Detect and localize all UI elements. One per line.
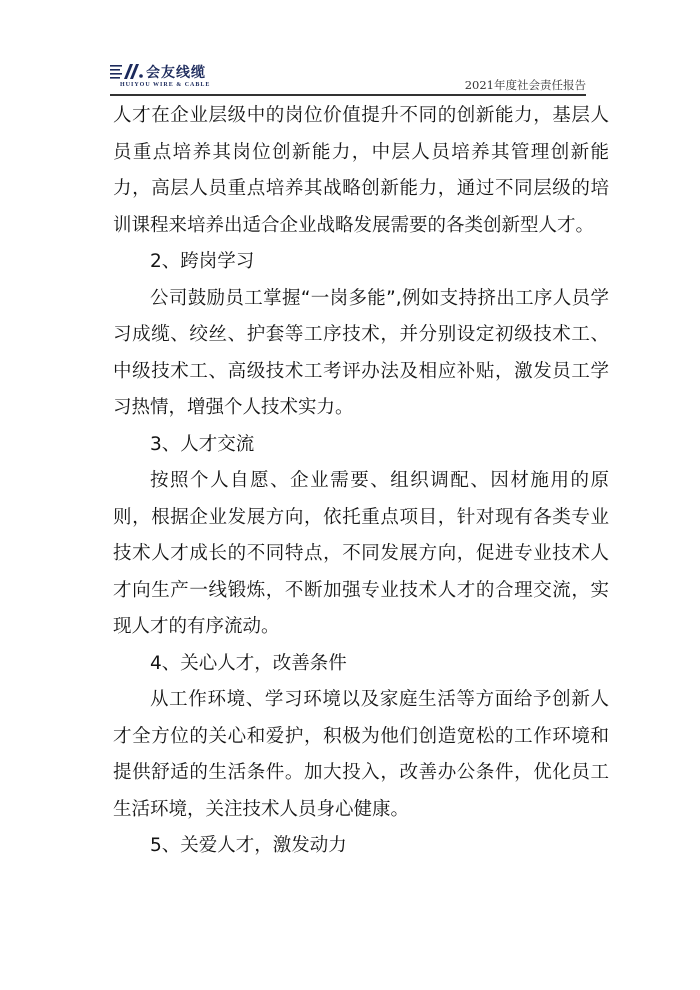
section-heading-cross-post-learning: 2、跨岗学习 bbox=[150, 251, 255, 272]
paragraph-cross-post-learning: 公司鼓励员工掌握“一岗多能”,例如支持挤出工序人员学习成缆、绞丝、护套等工序技术，并分别设定初级技术工、中级技术工、高级技术工考评办法及相应补贴，激发员工学习热情，增强个人技术实力。 bbox=[113, 287, 609, 418]
report-title: 2021年度社会责任报告 bbox=[464, 78, 586, 92]
paragraph-care-conditions: 从工作环境、学习环境以及家庭生活等方面给予创新人才全方位的关心和爱护，积极为他们创造宽松的工作环境和提供舒适的生活条件。加大投入，改善办公条件，优化员工生活环境，关注技术人员身心健康。 bbox=[113, 689, 609, 820]
section-heading-care-motivation: 5、关爱人才，激发动力 bbox=[150, 835, 347, 856]
paragraph-innovation-levels: 人才在企业层级中的岗位价值提升不同的创新能力，基层人员重点培养其岗位创新能力，中层人员培养其管理创新能力，高层人员重点培养其战略创新能力，通过不同层级的培训课程来培养出适合企业战略发展需要的各类创新型人才。 bbox=[113, 105, 609, 236]
logo-english-name: HUIYOU WIRE & CABLE bbox=[120, 82, 211, 88]
section-heading-talent-exchange: 3、人才交流 bbox=[150, 433, 255, 455]
page-header bbox=[110, 56, 586, 96]
logo-chinese-name: 会友线缆 bbox=[146, 65, 206, 81]
header-rule bbox=[110, 94, 586, 96]
section-heading-care-conditions: 4、关心人才，改善条件 bbox=[150, 652, 347, 674]
company-logo bbox=[110, 58, 270, 88]
paragraph-talent-exchange: 按照个人自愿、企业需要、组织调配、因材施用的原则，根据企业发展方向，依托重点项目，针对现有各类专业技术人才成长的不同特点，不同发展方向，促进专业技术人才向生产一线锻炼，不断加强专业技术人才的合理交流，实现人才的有序流动。 bbox=[113, 470, 609, 637]
document-body bbox=[113, 98, 609, 865]
logo-mark-icon bbox=[110, 62, 144, 82]
